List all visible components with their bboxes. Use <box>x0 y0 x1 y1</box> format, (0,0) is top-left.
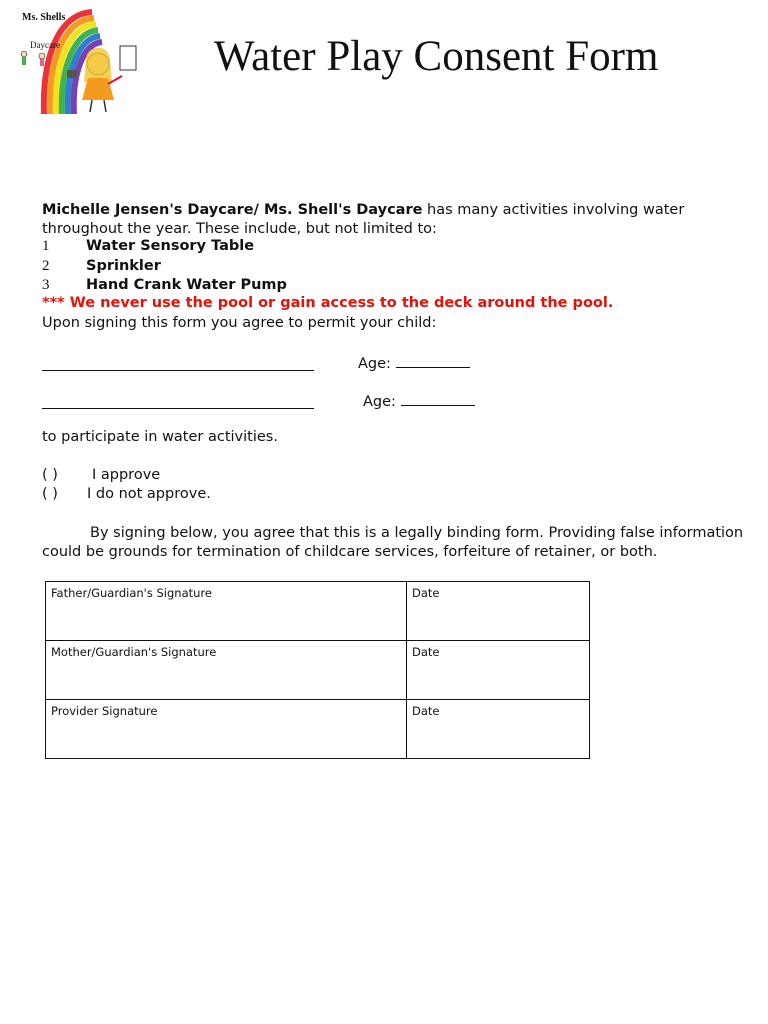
age-field-1[interactable] <box>396 353 470 368</box>
age-group-2 <box>363 391 475 410</box>
logo-title: Ms. Shells <box>22 12 66 23</box>
age-group-1 <box>358 353 470 372</box>
activity-label: Water Sensory Table <box>86 238 255 254</box>
provider-signature-cell[interactable]: Provider Signature <box>46 700 407 759</box>
provider-date-cell[interactable]: Date <box>407 700 590 759</box>
activity-number: 2 <box>42 258 50 274</box>
legal-paragraph: By signing below, you agree that this is a legally binding form. Providing false information could be grounds for termination of childcare services, forfeiture of retainer, or both. <box>42 525 744 560</box>
intro-paragraph <box>42 201 746 239</box>
father-signature-cell[interactable]: Father/Guardian's Signature <box>46 582 407 641</box>
page-title: Water Play Consent Form <box>214 33 659 80</box>
mother-date-cell[interactable]: Date <box>407 641 590 700</box>
intro-text: has many activities involving water throughout the year. These include, but not limited to: <box>42 202 685 237</box>
logo-subtitle: Daycare <box>30 40 60 50</box>
approve-option[interactable] <box>42 467 160 483</box>
approve-checkbox[interactable]: ( ) <box>42 467 58 483</box>
daycare-logo <box>14 6 144 114</box>
activity-label: Sprinkler <box>86 258 161 274</box>
not-approve-checkbox[interactable]: ( ) <box>42 486 58 502</box>
child-row-2 <box>42 392 314 413</box>
age-field-2[interactable] <box>401 391 475 406</box>
activity-item <box>42 277 287 294</box>
child-row-1 <box>42 354 314 375</box>
not-approve-label: I do not approve. <box>87 486 211 502</box>
participate-text: to participate in water activities. <box>42 429 278 445</box>
table-row <box>46 582 590 641</box>
mother-signature-cell[interactable]: Mother/Guardian's Signature <box>46 641 407 700</box>
pool-warning: *** We never use the pool or gain access to the deck around the pool. <box>42 295 614 311</box>
signature-table <box>45 581 590 759</box>
agree-line: Upon signing this form you agree to permit your child: <box>42 315 437 331</box>
child-name-field-2[interactable] <box>42 392 314 409</box>
table-row <box>46 700 590 759</box>
father-date-cell[interactable]: Date <box>407 582 590 641</box>
approve-label: I approve <box>92 467 161 483</box>
table-row <box>46 641 590 700</box>
activity-item <box>42 258 161 275</box>
age-label: Age: <box>358 356 391 372</box>
activity-number: 1 <box>42 238 50 254</box>
daycare-name: Michelle Jensen's Daycare/ Ms. Shell's Daycare <box>42 202 423 218</box>
not-approve-option[interactable] <box>42 486 211 502</box>
child-name-field-1[interactable] <box>42 354 314 371</box>
activity-number: 3 <box>42 277 50 293</box>
activity-item <box>42 238 254 255</box>
activity-label: Hand Crank Water Pump <box>86 277 287 293</box>
age-label: Age: <box>363 394 396 410</box>
